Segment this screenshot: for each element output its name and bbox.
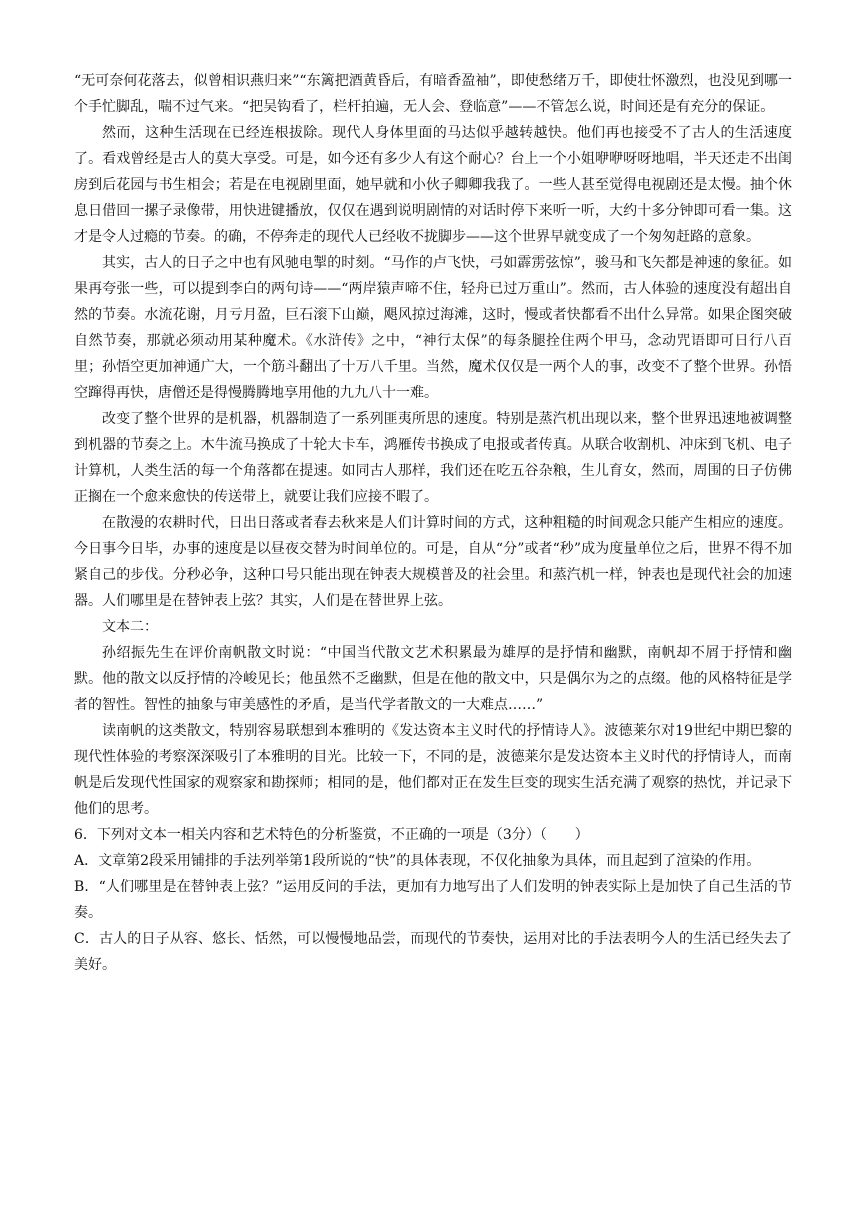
question-6-option-a: A．文章第2段采用铺排的手法列举第1段所说的“快”的具体表现，不仅化抽象为具体，而且起到了渲染的作用。 <box>74 853 761 869</box>
text1-paragraph-3: 其实，古人的日子之中也有风驰电掣的时刻。“马作的卢飞快，弓如霹雳弦惊”，骏马和飞矢都是神速的象征。如果再夸张一些，可以提到李白的两句诗——“两岸猿声啼不住，轻舟已过万重山”。然而，古人体验的速度没有超出自然的节奏。水流花谢，月亏月盈，巨石滚下山巅，飓风掠过海滩，这时，慢或者快都看不出什么异常。如果企图突破自然节奏，那就必须动用某种魔术。《水浒传》之中，“神行太保”的每条腿拴住两个甲马，念动咒语即可日行八百里；孙悟空更加神通广大，一个筋斗翻出了十万八千里。当然，魔术仅仅是一两个人的事，改变不了整个世界。孙悟空蹿得再快，唐僧还是得慢腾腾地享用他的九九八十一难。 <box>74 255 792 401</box>
text1-paragraph-5: 在散漫的农耕时代，日出日落或者春去秋来是人们计算时间的方式，这种粗糙的时间观念只能产生相应的速度。今日事今日毕，办事的速度是以昼夜交替为时间单位的。可是，自从“分”或者“秒”成为度量单位之后，世界不得不加紧自己的步伐。分秒必争，这种口号只能出现在钟表大规模普及的社会里。和蒸汽机一样，钟表也是现代社会的加速器。人们哪里是在替钟表上弦？其实，人们是在替世界上弦。 <box>74 515 792 609</box>
question-6-option-c: C．古人的日子从容、悠长、恬然，可以慢慢地品尝，而现代的节奏快，运用对比的手法表明今人的生活已经失去了美好。 <box>74 931 792 973</box>
question-6-stem: 6．下列对文本一相关内容和艺术特色的分析鉴赏，不正确的一项是（3分）（ ） <box>74 827 589 843</box>
text2-paragraph-2: 读南帆的这类散文，特别容易联想到本雅明的《发达资本主义时代的抒情诗人》。波德莱尔对19世纪中期巴黎的现代性体验的考察深深吸引了本雅明的目光。比较一下，不同的是，波德莱尔是发达资本主义时代的抒情诗人，而南帆是后发现代性国家的观察家和勘探师；相同的是，他们都对正在发生巨变的现实生活充满了观察的热忱，并记录下他们的思考。 <box>74 723 792 817</box>
text2-label: 文本二： <box>102 619 158 635</box>
text2-paragraph-1: 孙绍振先生在评价南帆散文时说：“中国当代散文艺术积累最为雄厚的是抒情和幽默，南帆却不屑于抒情和幽默。他的散文以反抒情的冷峻见长；他虽然不乏幽默，但是在他的散文中，只是偶尔为之的点缀。他的风格特征是学者的智性。智性的抽象与审美感性的矛盾，是当代学者散文的一大难点……” <box>74 645 792 713</box>
question-6-option-b: B．“人们哪里是在替钟表上弦？”运用反问的手法，更加有力地写出了人们发明的钟表实际上是加快了自己生活的节奏。 <box>74 879 792 921</box>
text1-paragraph-4: 改变了整个世界的是机器，机器制造了一系列匪夷所思的速度。特别是蒸汽机出现以来，整个世界迅速地被调整到机器的节奏之上。木牛流马换成了十轮大卡车，鸿雁传书换成了电报或者传真。从联合收割机、冲床到飞机、电子计算机，人类生活的每一个角落都在提速。如同古人那样，我们还在吃五谷杂粮，生儿育女，然而，周围的日子仿佛正搁在一个愈来愈快的传送带上，就要让我们应接不暇了。 <box>74 411 792 505</box>
text1-paragraph-1: “无可奈何花落去，似曾相识燕归来”“东篱把酒黄昏后，有暗香盈袖”，即使愁绪万千，即使壮怀激烈，也没见到哪一个手忙脚乱，喘不过气来。“把吴钩看了，栏杆拍遍，无人会、登临意”——不管怎么说，时间还是有充分的保证。 <box>74 73 792 115</box>
text1-paragraph-2: 然而，这种生活现在已经连根拔除。现代人身体里面的马达似乎越转越快。他们再也接受不了古人的生活速度了。看戏曾经是古人的莫大享受。可是，如今还有多少人有这个耐心？台上一个小姐咿咿呀呀地唱，半天还走不出闺房到后花园与书生相会；若是在电视剧里面，她早就和小伙子卿卿我我了。一些人甚至觉得电视剧还是太慢。抽个休息日借回一摞子录像带，用快进键播放，仅仅在遇到说明剧情的对话时停下来听一听，大约十多分钟即可看一集。这才是令人过瘾的节奏。的确，不停奔走的现代人已经收不拢脚步——这个世界早就变成了一个匆匆赶路的意象。 <box>74 125 792 245</box>
exam-page <box>74 68 792 978</box>
